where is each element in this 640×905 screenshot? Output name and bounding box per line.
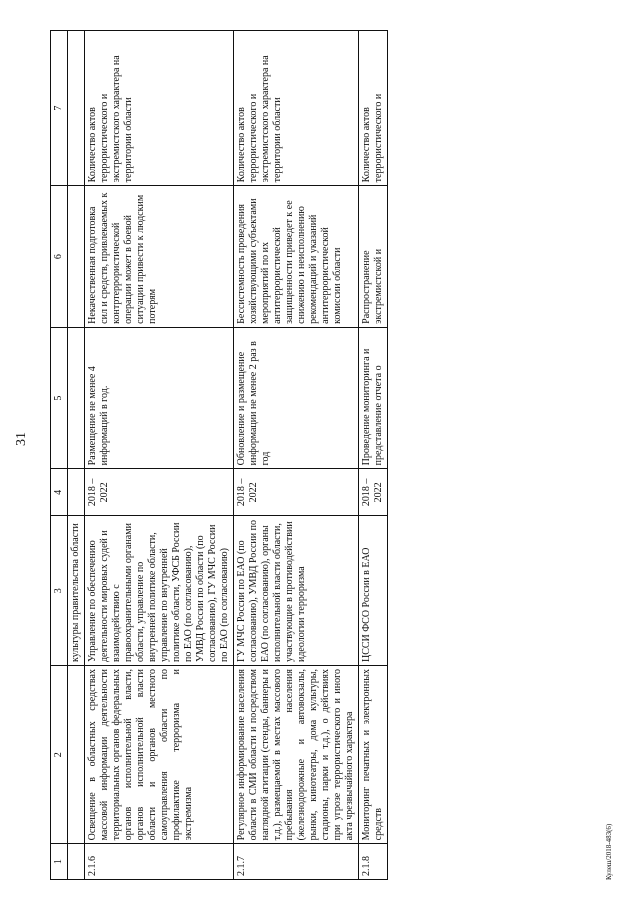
row-number: 2.1.7 [234, 844, 359, 880]
header-col-6: 6 [51, 186, 68, 328]
row-risks: Распространение экстремистской и [359, 186, 388, 328]
row-period: 2018 – 2022 [85, 469, 234, 516]
header-col-4: 4 [51, 469, 68, 516]
cont-empty-6 [68, 186, 85, 328]
header-col-1: 1 [51, 844, 68, 880]
rotated-table-wrapper [50, 30, 610, 880]
row-period: 2018 – 2022 [359, 469, 388, 516]
row-indicator: Количество актов террористического и экстремистского характера на территории области [234, 31, 359, 186]
cont-empty-5 [68, 327, 85, 469]
measures-table [50, 30, 388, 880]
table-header-row [51, 31, 68, 880]
row-executors: ЦССИ ФСО России в ЕАО [359, 516, 388, 666]
cont-empty-1 [68, 844, 85, 880]
page-number: 31 [14, 432, 29, 446]
row-activity: Освещение в областных средствах массовой информации деятельности территориальных органов федеральных органов исполнительной власти, органов исполнительной власти области и органов местного самоуправления области по профилактике терроризма и экстремизма [85, 666, 234, 844]
row-activity: Регулярное информирование населения области в СМИ области и посредством наглядной агитации (стенды, баннеры и т.д.), размещаемой в местах массового пребывания населения (железнодорожные и автовокзалы, рынки, кинотеатры, дома культуры, стадионы, парки и т.д.), о действиях при угрозе террористического и иного акта чрезвычайного характера [234, 666, 359, 844]
continuation-cell: культуры правительства области [68, 516, 85, 666]
row-result: Размещение не менее 4 информаций в год. [85, 327, 234, 469]
row-activity: Мониторинг печатных и электронных средств [359, 666, 388, 844]
footer-document-code: Кулеш/2018-483(6) [605, 823, 613, 880]
row-executors: ГУ МЧС России по ЕАО (по согласованию), УМВД России по ЕАО (по согласованию), органы исполнительной власти области, участвующие в противодействии идеологии терроризма [234, 516, 359, 666]
row-number: 2.1.8 [359, 844, 388, 880]
cont-empty-7 [68, 31, 85, 186]
header-col-5: 5 [51, 327, 68, 469]
row-executors: Управление по обеспечению деятельности мировых судей и взаимодействию с правоохранительными органами области, управление по внутренней политике области, управление по внутренней политике области, УФСБ России по ЕАО (по согласованию), УМВД России по области (по согласованию), ГУ МЧС России по ЕАО (по согласованию) [85, 516, 234, 666]
header-col-7: 7 [51, 31, 68, 186]
row-result: Проведение мониторинга и представление отчета о [359, 327, 388, 469]
row-number: 2.1.6 [85, 844, 234, 880]
row-indicator: Количество актов террористического и [359, 31, 388, 186]
table-row [359, 31, 388, 880]
row-risks: Некачественная подготовка сил и средств, привлекаемых к контртеррористической операции может в боевой ситуации привести к людским потерям [85, 186, 234, 328]
header-col-3: 3 [51, 516, 68, 666]
row-indicator: Количество актов террористического и экстремистского характера на территории области [85, 31, 234, 186]
cont-empty-4 [68, 469, 85, 516]
table-row [85, 31, 234, 880]
row-risks: Бессистемность проведения хозяйствующими субъектами мероприятий по их антитеррористической защищенности приведет к ее снижению и неисполнению рекомендаций и указаний антитеррористической комиссии области [234, 186, 359, 328]
table-row [234, 31, 359, 880]
row-period: 2018 – 2022 [234, 469, 359, 516]
header-col-2: 2 [51, 666, 68, 844]
cont-empty-2 [68, 666, 85, 844]
row-result: Обновление и размещение информации не менее 2 раз в год [234, 327, 359, 469]
continuation-row [68, 31, 85, 880]
